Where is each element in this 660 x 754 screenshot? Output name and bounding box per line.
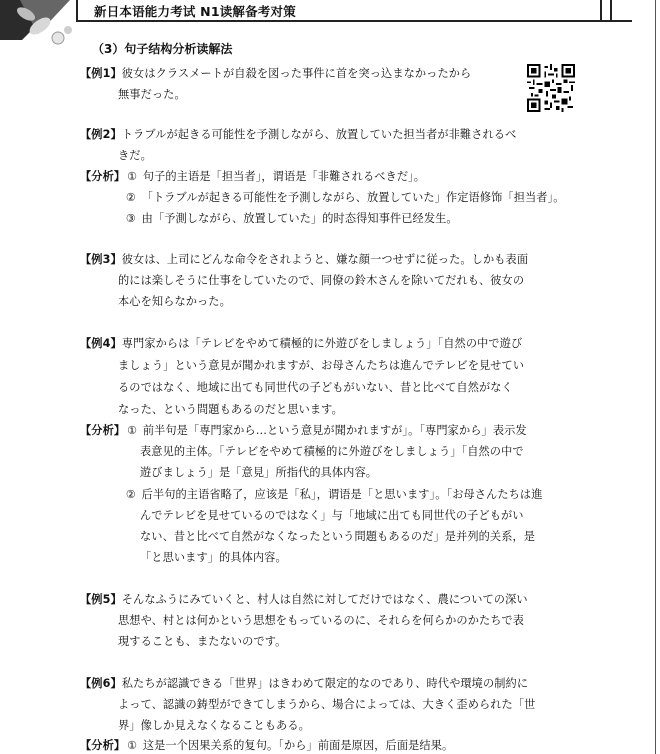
example-2-line-2: きだ。: [118, 149, 152, 162]
example-6-label: 【例6】: [80, 677, 122, 690]
analysis-6-label: 【分析】: [80, 739, 126, 752]
analysis-4-item-2-line-3: ない、昔と比べて自然がなくなったという問題もあるのだ」是并列的关系，是: [140, 530, 536, 543]
example-1-label: 【例1】: [80, 67, 122, 80]
leaf-logo-icon: [0, 0, 78, 46]
analysis-2-label: 【分析】: [80, 170, 126, 183]
example-6-line-1: 【例6】私たちが認識できる「世界」はきわめて限定的なのであり、時代や環境の制約に: [80, 677, 529, 690]
example-3-label: 【例3】: [80, 253, 122, 266]
qr-code-icon: [527, 64, 575, 112]
example-3-line-3: 本心を知らなかった。: [118, 295, 231, 308]
header-title: 新日本语能力考试 N1读解备考对策: [94, 4, 296, 19]
page-edge-line: [655, 0, 656, 754]
header-corner-decoration: [600, 0, 632, 22]
section-title: （3）句子结构分析读解法: [92, 42, 233, 56]
example-2-line-1: 【例2】トラブルが起きる可能性を予測しながら、放置していた担当者が非難されるべ: [80, 128, 517, 141]
example-1-line-2: 無事だった。: [118, 88, 186, 101]
analysis-4-item-2-line-1: ② 后半句的主语省略了，应该是「私」，谓语是「と思います」。「お母さんたちは進: [125, 488, 543, 501]
example-6-line-2: よって、認識の鋳型ができてしまうから、場合によっては、大きく歪められた「世: [118, 698, 536, 711]
analysis-4-label: 【分析】: [80, 424, 126, 437]
example-4-line-2: ましょう」という意見が聞かれますが、お母さんたちは進んでテレビを見せてい: [118, 359, 525, 372]
analysis-2-item-3: ③ 由「予測しながら、放置していた」的时态得知事件已经发生。: [125, 212, 458, 225]
example-3-line-1: 【例3】彼女は、上司にどんな命令をされようと、嫌な顔一つせずに従った。しかも表面: [80, 253, 529, 266]
example-4-line-3: るのではなく、地域に出ても同世代の子どもがいない、昔と比べて自然がなく: [118, 381, 513, 394]
header-bar: [76, 0, 600, 22]
analysis-2-item-1: 【分析】 ① 句子的主语是「担当者」，谓语是「非難されるべきだ」。: [80, 170, 426, 183]
analysis-4-item-1-line-1: 【分析】 ① 前半句是「専門家から…という意見が聞かれますが」。「専門家から」表示发: [80, 424, 527, 437]
example-1-line-1: 【例1】彼女はクラスメートが自殺を図った事件に首を突っ込まなかったから: [80, 67, 472, 80]
example-5-line-2: 思想や、村とは何かという思想をもっているのに、それらを何らかのかたちで表: [118, 614, 525, 627]
example-2-label: 【例2】: [80, 128, 122, 141]
example-5-label: 【例5】: [80, 593, 122, 606]
example-5-line-3: 現することも、またないのです。: [118, 635, 287, 648]
example-4-line-1: 【例4】専門家からは「テレビをやめて積極的に外遊びをしましょう」「自然の中で遊び: [80, 337, 523, 350]
analysis-6-item-1: 【分析】 ① 这是一个因果关系的复句。「から」前面是原因，后面是结果。: [80, 739, 454, 752]
analysis-4-item-1-line-2: 表意见的主体。「テレビをやめて積極的に外遊びをしましょう」「自然の中で: [140, 445, 524, 458]
example-4-line-4: なった、という問題もあるのだと思います。: [118, 403, 343, 416]
example-6-line-3: 界」像しか見えなくなることもある。: [118, 719, 310, 732]
analysis-4-item-2-line-2: んでテレビを見せているのではなく」与「地域に出ても同世代の子どもがい: [140, 509, 524, 522]
example-5-line-1: 【例5】そんなふうにみていくと、村人は自然に対してだけではなく、農についての深い: [80, 593, 528, 606]
example-3-line-2: 的には楽しそうに仕事をしていたので、同僚の鈴木さんを除いてだれも、彼女の: [118, 274, 525, 287]
analysis-2-item-2: ② 「トラブルが起きる可能性を予測しながら、放置していた」作定语修饰「担当者」。: [125, 191, 565, 204]
analysis-4-item-1-line-3: 遊びましょう」是「意見」所指代的具体内容。: [140, 466, 378, 479]
example-4-label: 【例4】: [80, 337, 122, 350]
analysis-4-item-2-line-4: 「と思います」的具体内容。: [140, 551, 287, 564]
